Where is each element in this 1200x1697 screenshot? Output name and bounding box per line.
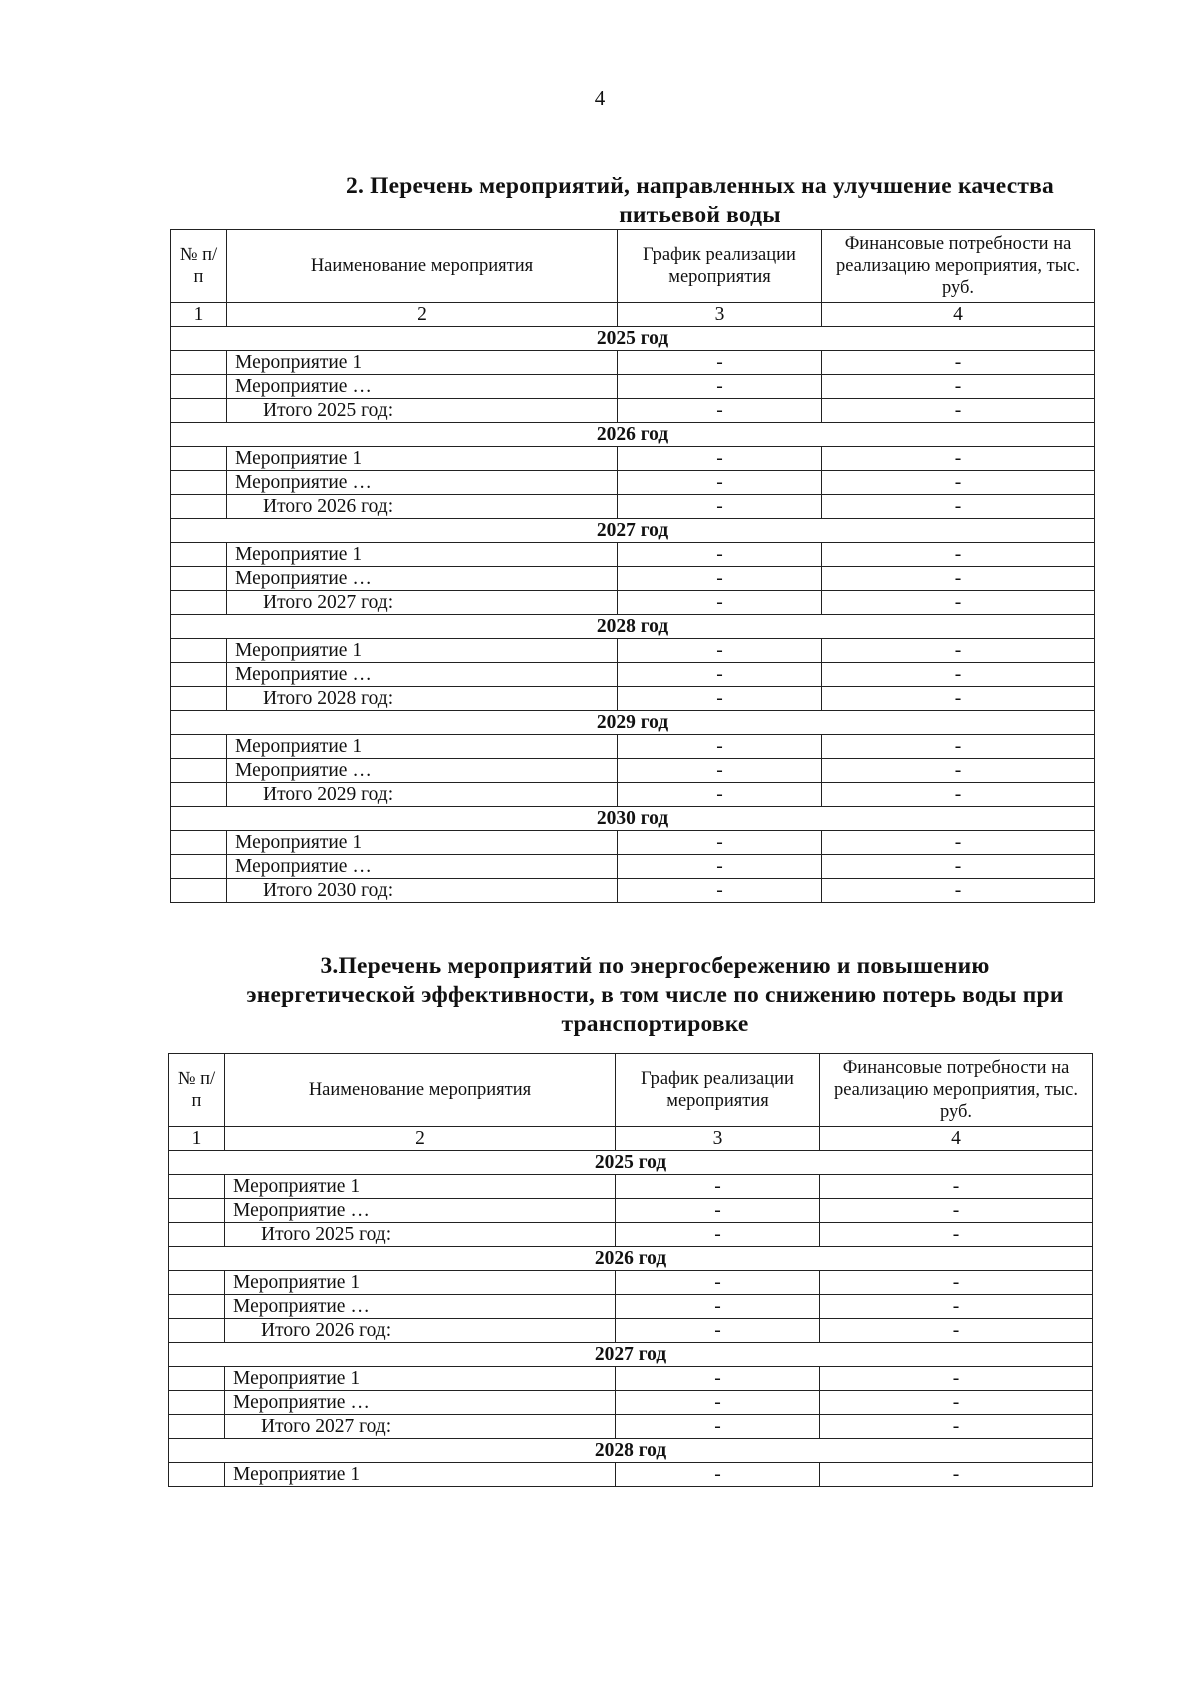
year-row <box>169 1151 1093 1175</box>
schedule-value: - <box>616 1223 820 1247</box>
total-label: Итого 2026 год: <box>225 1319 616 1343</box>
finance-value: - <box>822 735 1095 759</box>
year-row <box>171 807 1095 831</box>
schedule-value: - <box>618 447 822 471</box>
measure-name: Мероприятие … <box>225 1391 616 1415</box>
header-schedule: График реализации мероприятия <box>616 1054 820 1127</box>
table-row <box>171 375 1095 399</box>
water-quality-measures-table <box>170 229 1095 903</box>
header-measure-name: Наименование мероприятия <box>227 230 618 303</box>
table-row <box>171 831 1095 855</box>
measure-name: Мероприятие … <box>227 663 618 687</box>
finance-value: - <box>820 1223 1093 1247</box>
measure-name: Мероприятие 1 <box>225 1463 616 1487</box>
year-row <box>171 519 1095 543</box>
table-header <box>171 230 1095 303</box>
row-number <box>171 567 227 591</box>
total-label: Итого 2027 год: <box>227 591 618 615</box>
finance-value: - <box>822 375 1095 399</box>
total-label: Итого 2030 год: <box>227 879 618 903</box>
year-heading: 2028 год <box>169 1439 1093 1463</box>
row-number <box>171 759 227 783</box>
total-row <box>171 783 1095 807</box>
schedule-value: - <box>618 783 822 807</box>
schedule-value: - <box>618 351 822 375</box>
row-number <box>169 1319 225 1343</box>
row-number <box>169 1223 225 1247</box>
table-row <box>169 1367 1093 1391</box>
section-2-title <box>220 172 1180 230</box>
year-heading: 2030 год <box>171 807 1095 831</box>
finance-value: - <box>820 1319 1093 1343</box>
row-number <box>169 1415 225 1439</box>
finance-value: - <box>820 1199 1093 1223</box>
finance-value: - <box>822 495 1095 519</box>
table-row <box>169 1391 1093 1415</box>
total-label: Итого 2027 год: <box>225 1415 616 1439</box>
year-row <box>171 327 1095 351</box>
finance-value: - <box>822 831 1095 855</box>
row-number <box>171 591 227 615</box>
finance-value: - <box>822 447 1095 471</box>
total-row <box>171 399 1095 423</box>
row-number <box>171 687 227 711</box>
header-measure-name: Наименование мероприятия <box>225 1054 616 1127</box>
schedule-value: - <box>618 855 822 879</box>
row-number <box>171 663 227 687</box>
measure-name: Мероприятие 1 <box>227 543 618 567</box>
finance-value: - <box>820 1295 1093 1319</box>
total-label: Итого 2026 год: <box>227 495 618 519</box>
measure-name: Мероприятие … <box>227 855 618 879</box>
row-number <box>171 735 227 759</box>
row-number <box>169 1199 225 1223</box>
total-label: Итого 2025 год: <box>227 399 618 423</box>
row-number <box>171 375 227 399</box>
year-heading: 2025 год <box>171 327 1095 351</box>
schedule-value: - <box>616 1367 820 1391</box>
schedule-value: - <box>616 1295 820 1319</box>
year-heading: 2028 год <box>171 615 1095 639</box>
table-row <box>169 1175 1093 1199</box>
row-number <box>169 1295 225 1319</box>
schedule-value: - <box>618 567 822 591</box>
row-number <box>169 1271 225 1295</box>
row-number <box>171 639 227 663</box>
year-heading: 2029 год <box>171 711 1095 735</box>
finance-value: - <box>820 1391 1093 1415</box>
schedule-value: - <box>618 831 822 855</box>
schedule-value: - <box>618 735 822 759</box>
schedule-value: - <box>616 1319 820 1343</box>
row-number <box>171 879 227 903</box>
table-row <box>171 471 1095 495</box>
year-heading: 2027 год <box>169 1343 1093 1367</box>
finance-value: - <box>822 663 1095 687</box>
table-row <box>169 1271 1093 1295</box>
schedule-value: - <box>618 759 822 783</box>
table-row <box>171 639 1095 663</box>
column-number-cell: 4 <box>822 303 1095 327</box>
finance-value: - <box>822 351 1095 375</box>
section-3-title-line-2: энергетической эффективности, в том числе по снижению потерь воды при <box>246 982 1064 1008</box>
schedule-value: - <box>616 1391 820 1415</box>
section-2-title-line-2: питьевой воды <box>619 202 781 228</box>
measure-name: Мероприятие … <box>227 567 618 591</box>
total-label: Итого 2029 год: <box>227 783 618 807</box>
schedule-value: - <box>618 663 822 687</box>
column-number-cell: 3 <box>616 1127 820 1151</box>
year-row <box>171 615 1095 639</box>
table-row <box>171 567 1095 591</box>
row-number <box>171 783 227 807</box>
schedule-value: - <box>618 495 822 519</box>
finance-value: - <box>820 1175 1093 1199</box>
table-header <box>169 1054 1093 1127</box>
table-row <box>169 1463 1093 1487</box>
header-number: № п/п <box>169 1054 225 1127</box>
finance-value: - <box>822 399 1095 423</box>
schedule-value: - <box>618 399 822 423</box>
total-row <box>169 1319 1093 1343</box>
schedule-value: - <box>618 471 822 495</box>
section-3-title <box>170 952 1140 1039</box>
year-row <box>169 1439 1093 1463</box>
total-row <box>171 495 1095 519</box>
row-number <box>171 447 227 471</box>
measure-name: Мероприятие 1 <box>227 447 618 471</box>
section-3-title-line-1: 3.Перечень мероприятий по энергосбережению и повышению <box>320 953 990 979</box>
schedule-value: - <box>616 1271 820 1295</box>
measure-name: Мероприятие … <box>227 471 618 495</box>
row-number <box>171 855 227 879</box>
row-number <box>169 1391 225 1415</box>
finance-value: - <box>820 1415 1093 1439</box>
schedule-value: - <box>618 591 822 615</box>
year-heading: 2027 год <box>171 519 1095 543</box>
table-row <box>171 543 1095 567</box>
finance-value: - <box>820 1463 1093 1487</box>
measure-name: Мероприятие 1 <box>225 1175 616 1199</box>
row-number <box>169 1175 225 1199</box>
schedule-value: - <box>616 1415 820 1439</box>
header-number: № п/п <box>171 230 227 303</box>
row-number <box>169 1367 225 1391</box>
table-row <box>171 855 1095 879</box>
schedule-value: - <box>618 543 822 567</box>
measure-name: Мероприятие 1 <box>225 1271 616 1295</box>
table-row <box>171 447 1095 471</box>
finance-value: - <box>822 471 1095 495</box>
column-number-cell: 2 <box>225 1127 616 1151</box>
energy-saving-measures-table <box>168 1053 1093 1487</box>
column-number-cell: 1 <box>169 1127 225 1151</box>
measure-name: Мероприятие 1 <box>227 351 618 375</box>
measure-name: Мероприятие 1 <box>227 735 618 759</box>
column-number-cell: 1 <box>171 303 227 327</box>
finance-value: - <box>822 591 1095 615</box>
schedule-value: - <box>616 1175 820 1199</box>
total-row <box>171 591 1095 615</box>
schedule-value: - <box>618 687 822 711</box>
total-label: Итого 2028 год: <box>227 687 618 711</box>
row-number <box>171 495 227 519</box>
row-number <box>171 831 227 855</box>
measure-name: Мероприятие 1 <box>225 1367 616 1391</box>
measure-name: Мероприятие … <box>227 759 618 783</box>
table-row <box>171 663 1095 687</box>
measure-name: Мероприятие … <box>227 375 618 399</box>
year-row <box>171 711 1095 735</box>
finance-value: - <box>822 687 1095 711</box>
schedule-value: - <box>616 1463 820 1487</box>
finance-value: - <box>822 543 1095 567</box>
total-row <box>169 1415 1093 1439</box>
header-finance: Финансовые потребности на реализацию мероприятия, тыс. руб. <box>820 1054 1093 1127</box>
measure-name: Мероприятие … <box>225 1295 616 1319</box>
total-row <box>171 687 1095 711</box>
column-number-cell: 3 <box>618 303 822 327</box>
finance-value: - <box>822 855 1095 879</box>
row-number <box>171 543 227 567</box>
year-row <box>169 1247 1093 1271</box>
table-row <box>169 1295 1093 1319</box>
year-heading: 2026 год <box>171 423 1095 447</box>
schedule-value: - <box>618 879 822 903</box>
section-3-title-line-3: транспортировке <box>561 1011 749 1037</box>
table-row <box>169 1199 1093 1223</box>
row-number <box>169 1463 225 1487</box>
table-row <box>171 759 1095 783</box>
finance-value: - <box>822 783 1095 807</box>
header-finance: Финансовые потребности на реализацию мероприятия, тыс. руб. <box>822 230 1095 303</box>
row-number <box>171 399 227 423</box>
finance-value: - <box>822 567 1095 591</box>
section-2-title-line-1: 2. Перечень мероприятий, направленных на улучшение качества <box>346 173 1054 199</box>
finance-value: - <box>822 879 1095 903</box>
finance-value: - <box>822 759 1095 783</box>
measure-name: Мероприятие 1 <box>227 639 618 663</box>
measure-name: Мероприятие … <box>225 1199 616 1223</box>
total-row <box>169 1223 1093 1247</box>
schedule-value: - <box>618 375 822 399</box>
column-number-row <box>171 303 1095 327</box>
header-schedule: График реализации мероприятия <box>618 230 822 303</box>
total-row <box>171 879 1095 903</box>
finance-value: - <box>822 639 1095 663</box>
measure-name: Мероприятие 1 <box>227 831 618 855</box>
year-row <box>171 423 1095 447</box>
column-number-row <box>169 1127 1093 1151</box>
year-heading: 2025 год <box>169 1151 1093 1175</box>
finance-value: - <box>820 1367 1093 1391</box>
schedule-value: - <box>618 639 822 663</box>
page-number: 4 <box>594 86 606 110</box>
table-row <box>171 735 1095 759</box>
year-heading: 2026 год <box>169 1247 1093 1271</box>
table-row <box>171 351 1095 375</box>
year-row <box>169 1343 1093 1367</box>
finance-value: - <box>820 1271 1093 1295</box>
schedule-value: - <box>616 1199 820 1223</box>
row-number <box>171 351 227 375</box>
total-label: Итого 2025 год: <box>225 1223 616 1247</box>
row-number <box>171 471 227 495</box>
column-number-cell: 4 <box>820 1127 1093 1151</box>
column-number-cell: 2 <box>227 303 618 327</box>
